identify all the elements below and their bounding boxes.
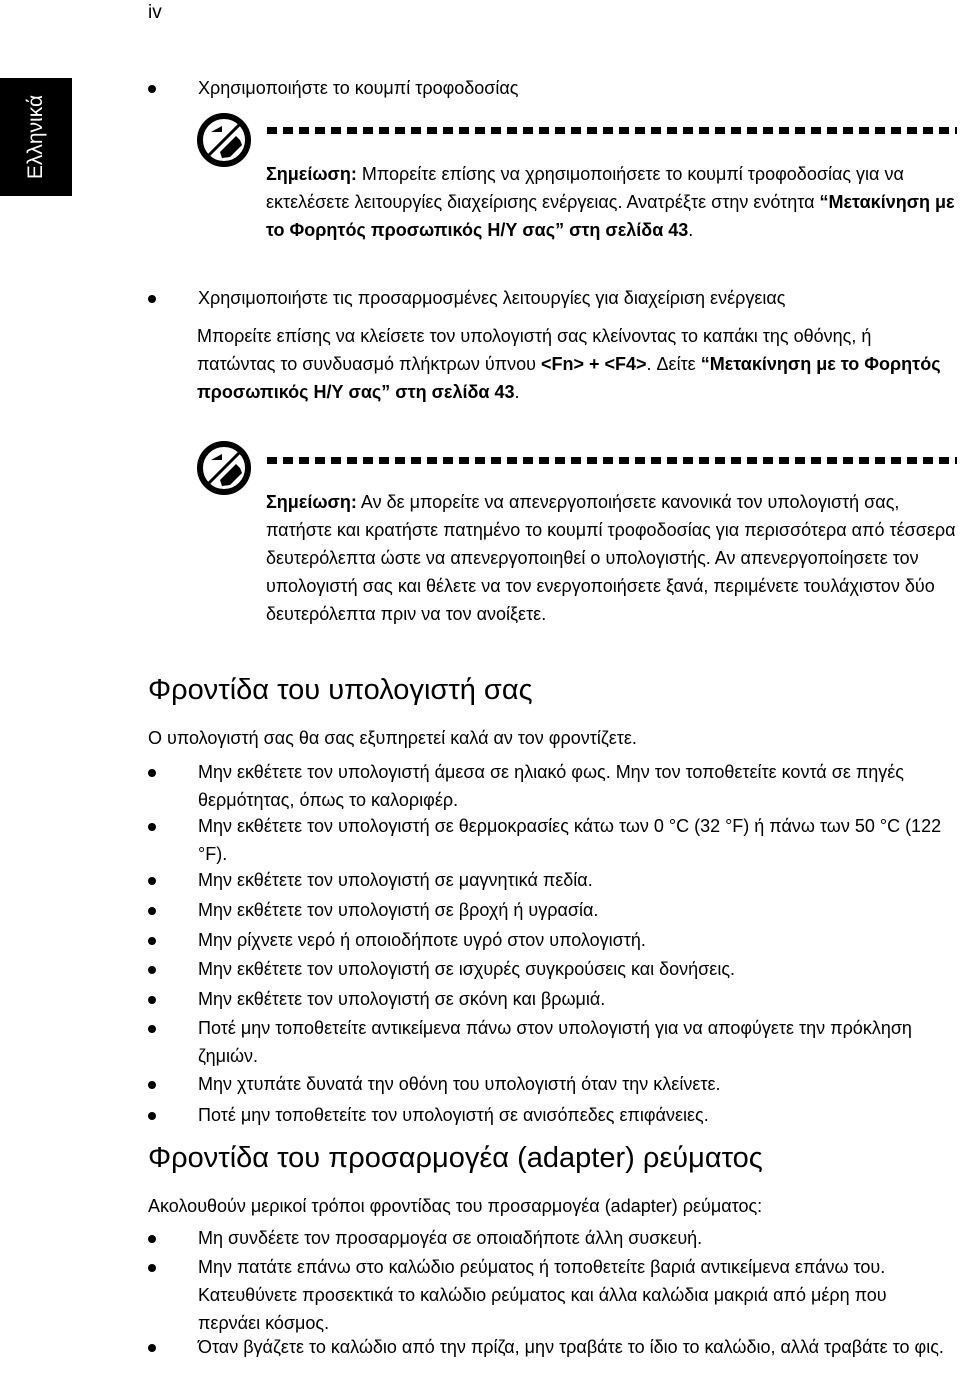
section-intro: Ακολουθούν μερικοί τρόποι φροντίδας του προσαρμογέα (adapter) ρεύματος:	[148, 1196, 763, 1216]
note-divider	[267, 457, 957, 464]
note	[266, 160, 956, 244]
list-item-text: Ποτέ μην τοποθετείτε αντικείμενα πάνω στον υπολογιστή για να αποφύγετε την πρόκληση ζημιών.	[198, 1018, 912, 1066]
see-text: . Δείτε	[646, 354, 701, 374]
note-pencil-icon	[196, 112, 252, 168]
note-text: Μπορείτε επίσης να χρησιμοποιήσετε το κουμπί τροφοδοσίας για να εκτελέσετε λειτουργίες διαχείρισης ενέργειας. Ανατρέξτε στην ενότητα	[266, 164, 904, 212]
language-tab-label: Ελληνικά	[24, 94, 47, 180]
list-item	[148, 1014, 953, 1070]
bullet-dot	[148, 966, 156, 974]
list-item-text: Χρησιμοποιήστε το κουμπί τροφοδοσίας	[198, 78, 519, 98]
note-pencil-icon	[196, 440, 252, 496]
cross-reference: “Μετακίνηση με το Φορητός προσωπικός Η/Υ σας” στη σελίδα 43	[197, 354, 941, 402]
bullet-dot	[148, 823, 156, 831]
note-label: Σημείωση:	[266, 492, 357, 512]
list-item-text: Μην εκθέτετε τον υπολογιστή σε ισχυρές συγκρούσεις και δονήσεις.	[198, 959, 735, 979]
list-item-text: Μη συνδέετε τον προσαρμογέα σε οποιαδήποτε άλλη συσκευή.	[198, 1228, 703, 1248]
list-item	[148, 866, 953, 894]
bullet-dot	[148, 1235, 156, 1243]
paragraph-end: .	[514, 382, 520, 402]
bullet-dot	[148, 1081, 156, 1089]
list-item-text: Μην πατάτε επάνω στο καλώδιο ρεύματος ή τοποθετείτε βαριά αντικείμενα επάνω του. Κατευθύνετε προσεκτικά το καλώδιο ρεύματος και άλλα καλώδια μακριά από μέρη που περνάει κόσμος.	[198, 1257, 887, 1333]
language-tab	[0, 78, 72, 196]
section-intro: Ο υπολογιστή σας θα σας εξυπηρετεί καλά αν τον φροντίζετε.	[148, 728, 637, 748]
list-item-text: Μην εκθέτετε τον υπολογιστή άμεσα σε ηλιακό φως. Μην τον τοποθετείτε κοντά σε πηγές θερμότητας, όπως το καλοριφέρ.	[198, 762, 904, 810]
bullet-dot	[148, 1264, 156, 1272]
list-item	[148, 926, 953, 954]
list-item-text: Μην εκθέτετε τον υπολογιστή σε θερμοκρασίες κάτω των 0 °C (32 °F) ή πάνω των 50 °C (122 °F).	[198, 816, 942, 864]
note-end: .	[688, 220, 694, 240]
bullet-dot	[148, 85, 156, 93]
list-item-text: Όταν βγάζετε το καλώδιο από την πρίζα, μην τραβάτε το ίδιο το καλώδιο, αλλά τραβάτε το φις.	[198, 1337, 944, 1357]
list-item	[148, 896, 953, 924]
section-heading: Φροντίδα του υπολογιστή σας	[148, 674, 533, 706]
bullet-dot	[148, 769, 156, 777]
list-item	[148, 74, 953, 102]
note-label: Σημείωση:	[266, 164, 357, 184]
note-divider	[267, 127, 957, 134]
list-item	[148, 955, 953, 983]
list-item	[148, 812, 953, 868]
paragraph	[197, 322, 947, 406]
list-item	[148, 1101, 953, 1129]
key-combination: <Fn> + <F4>	[540, 354, 647, 374]
cross-reference: “Μετακίνηση με το Φορητός προσωπικός Η/Υ σας” στη σελίδα 43	[266, 192, 955, 240]
list-item-text: Μην εκθέτετε τον υπολογιστή σε σκόνη και βρωμιά.	[198, 989, 606, 1009]
list-item	[148, 284, 953, 312]
bullet-dot	[148, 1112, 156, 1120]
list-item	[148, 1070, 953, 1098]
list-item-text: Μην χτυπάτε δυνατά την οθόνη του υπολογιστή όταν την κλείνετε.	[198, 1074, 721, 1094]
list-item-text: Ποτέ μην τοποθετείτε τον υπολογιστή σε ανισόπεδες επιφάνειες.	[198, 1105, 709, 1125]
list-item	[148, 1224, 953, 1252]
bullet-dot	[148, 1344, 156, 1352]
list-item	[148, 1333, 953, 1361]
bullet-dot	[148, 937, 156, 945]
bullet-dot	[148, 295, 156, 303]
list-item-text: Μην ρίχνετε νερό ή οποιοδήποτε υγρό στον υπολογιστή.	[198, 930, 646, 950]
list-item-text: Μην εκθέτετε τον υπολογιστή σε βροχή ή υγρασία.	[198, 900, 599, 920]
list-item	[148, 758, 953, 814]
bullet-dot	[148, 877, 156, 885]
bullet-dot	[148, 996, 156, 1004]
list-item-text: Χρησιμοποιήστε τις προσαρμοσμένες λειτουργίες για διαχείριση ενέργειας	[198, 288, 786, 308]
list-item	[148, 1253, 953, 1337]
page-number: iv	[148, 2, 162, 23]
note	[266, 488, 956, 628]
note-text: Αν δε μπορείτε να απενεργοποιήσετε κανονικά τον υπολογιστή σας, πατήστε και κρατήστε πατημένο το κουμπί τροφοδοσίας για περισσότερα από τέσσερα δευτερόλεπτα ώστε να απενεργοποιηθεί ο υπολογιστής. Αν απενεργοποίησετε τον υπολογιστή σας και θέλετε να τον ενεργοποιήσετε ξανά, περιμένετε τουλάχιστον δύο δευτερόλεπτα πριν να τον ανοίξετε.	[266, 492, 956, 624]
bullet-dot	[148, 907, 156, 915]
section-heading: Φροντίδα του προσαρμογέα (adapter) ρεύματος	[148, 1142, 763, 1174]
bullet-dot	[148, 1025, 156, 1033]
list-item-text: Μην εκθέτετε τον υπολογιστή σε μαγνητικά πεδία.	[198, 870, 593, 890]
list-item	[148, 985, 953, 1013]
paragraph-text: Μπορείτε επίσης να κλείσετε τον υπολογιστή σας κλείνοντας το καπάκι της οθόνης, ή πατώντας το συνδυασμό πλήκτρων ύπνου	[197, 326, 872, 374]
